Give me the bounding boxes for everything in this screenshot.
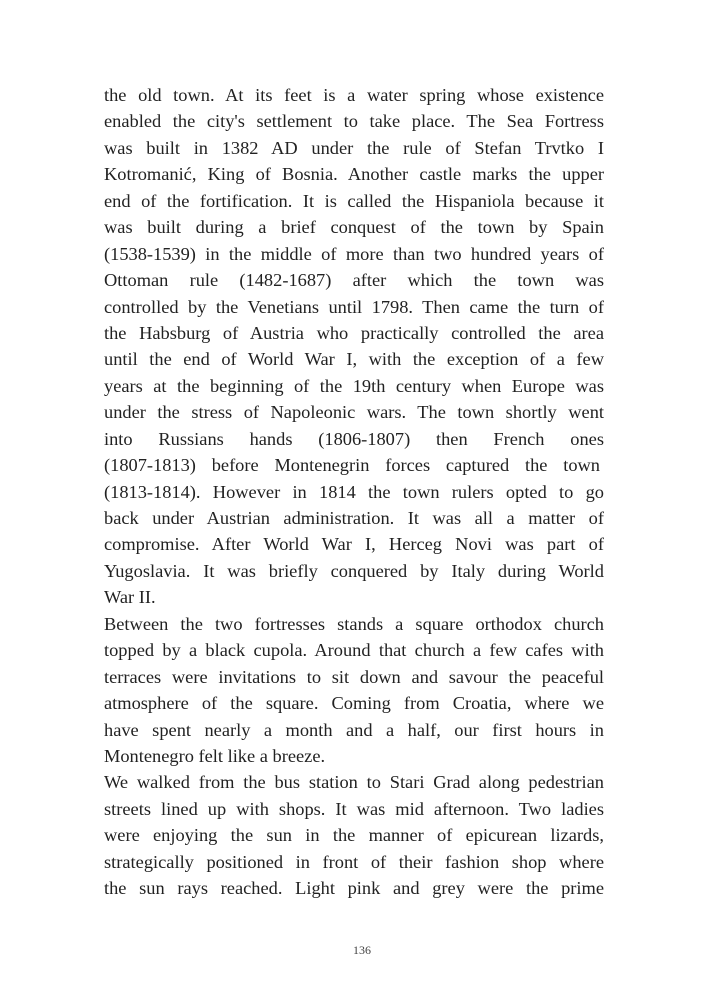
text-line: (1807-1813) before Montenegrin forces captured the town bbox=[104, 455, 600, 476]
text-line: until the end of World War I, with the exception of a few bbox=[104, 349, 604, 370]
text-line: topped by a black cupola. Around that church a few cafes with bbox=[104, 640, 604, 661]
text-line: terraces were invitations to sit down and savour the peaceful bbox=[104, 666, 604, 687]
text-line: were enjoying the sun in the manner of epicurean lizards, bbox=[104, 825, 604, 846]
text-line: was built in 1382 AD under the rule of Stefan Trvtko I bbox=[104, 137, 604, 158]
text-line: streets lined up with shops. It was mid afternoon. Two ladies bbox=[104, 798, 604, 819]
text-line: We walked from the bus station to Stari Grad along pedestrian bbox=[104, 772, 604, 793]
text-line: under the stress of Napoleonic wars. The town shortly went bbox=[104, 402, 604, 423]
text-line: years at the beginning of the 19th century when Europe was bbox=[104, 375, 604, 396]
text-line: controlled by the Venetians until 1798. Then came the turn of bbox=[104, 296, 604, 317]
text-line: compromise. After World War I, Herceg Novi was part of bbox=[104, 534, 604, 555]
paragraph bbox=[104, 611, 604, 770]
text-line: have spent nearly a month and a half, our first hours in bbox=[104, 719, 604, 740]
text-line: back under Austrian administration. It was all a matter of bbox=[104, 508, 604, 528]
text-line: enabled the city's settlement to take place. The Sea Fortress bbox=[104, 111, 604, 132]
text-line: atmosphere of the square. Coming from Croatia, where we bbox=[104, 693, 604, 714]
text-line: the sun rays reached. Light pink and grey were the prime bbox=[104, 878, 604, 899]
text-line: Yugoslavia. It was briefly conquered by Italy during World bbox=[104, 560, 604, 581]
text-line: Ottoman rule (1482-1687) after which the town was bbox=[104, 270, 604, 291]
text-line: into Russians hands (1806-1807) then French ones bbox=[104, 428, 604, 449]
paragraph bbox=[104, 769, 604, 901]
page-number: 136 bbox=[353, 943, 371, 957]
text-line: the Habsburg of Austria who practically controlled the area bbox=[104, 322, 604, 343]
text-line: Montenegro felt like a breeze. bbox=[104, 745, 326, 766]
text-line: strategically positioned in front of their fashion shop where bbox=[104, 851, 604, 872]
paragraph bbox=[104, 82, 604, 611]
text-line: Kotromanić, King of Bosnia. Another castle marks the upper bbox=[104, 164, 604, 185]
body-text bbox=[104, 82, 604, 902]
text-line: Between the two fortresses stands a square orthodox church bbox=[104, 613, 604, 634]
text-line: War II. bbox=[104, 587, 156, 608]
text-line: the old town. At its feet is a water spring whose existence bbox=[104, 85, 604, 105]
text-line: was built during a brief conquest of the town by Spain bbox=[104, 217, 604, 238]
text-line: (1538-1539) in the middle of more than two hundred years of bbox=[104, 243, 604, 264]
text-line: end of the fortification. It is called the Hispaniola because it bbox=[104, 190, 604, 211]
text-line: (1813-1814). However in 1814 the town rulers opted to go bbox=[104, 481, 604, 502]
